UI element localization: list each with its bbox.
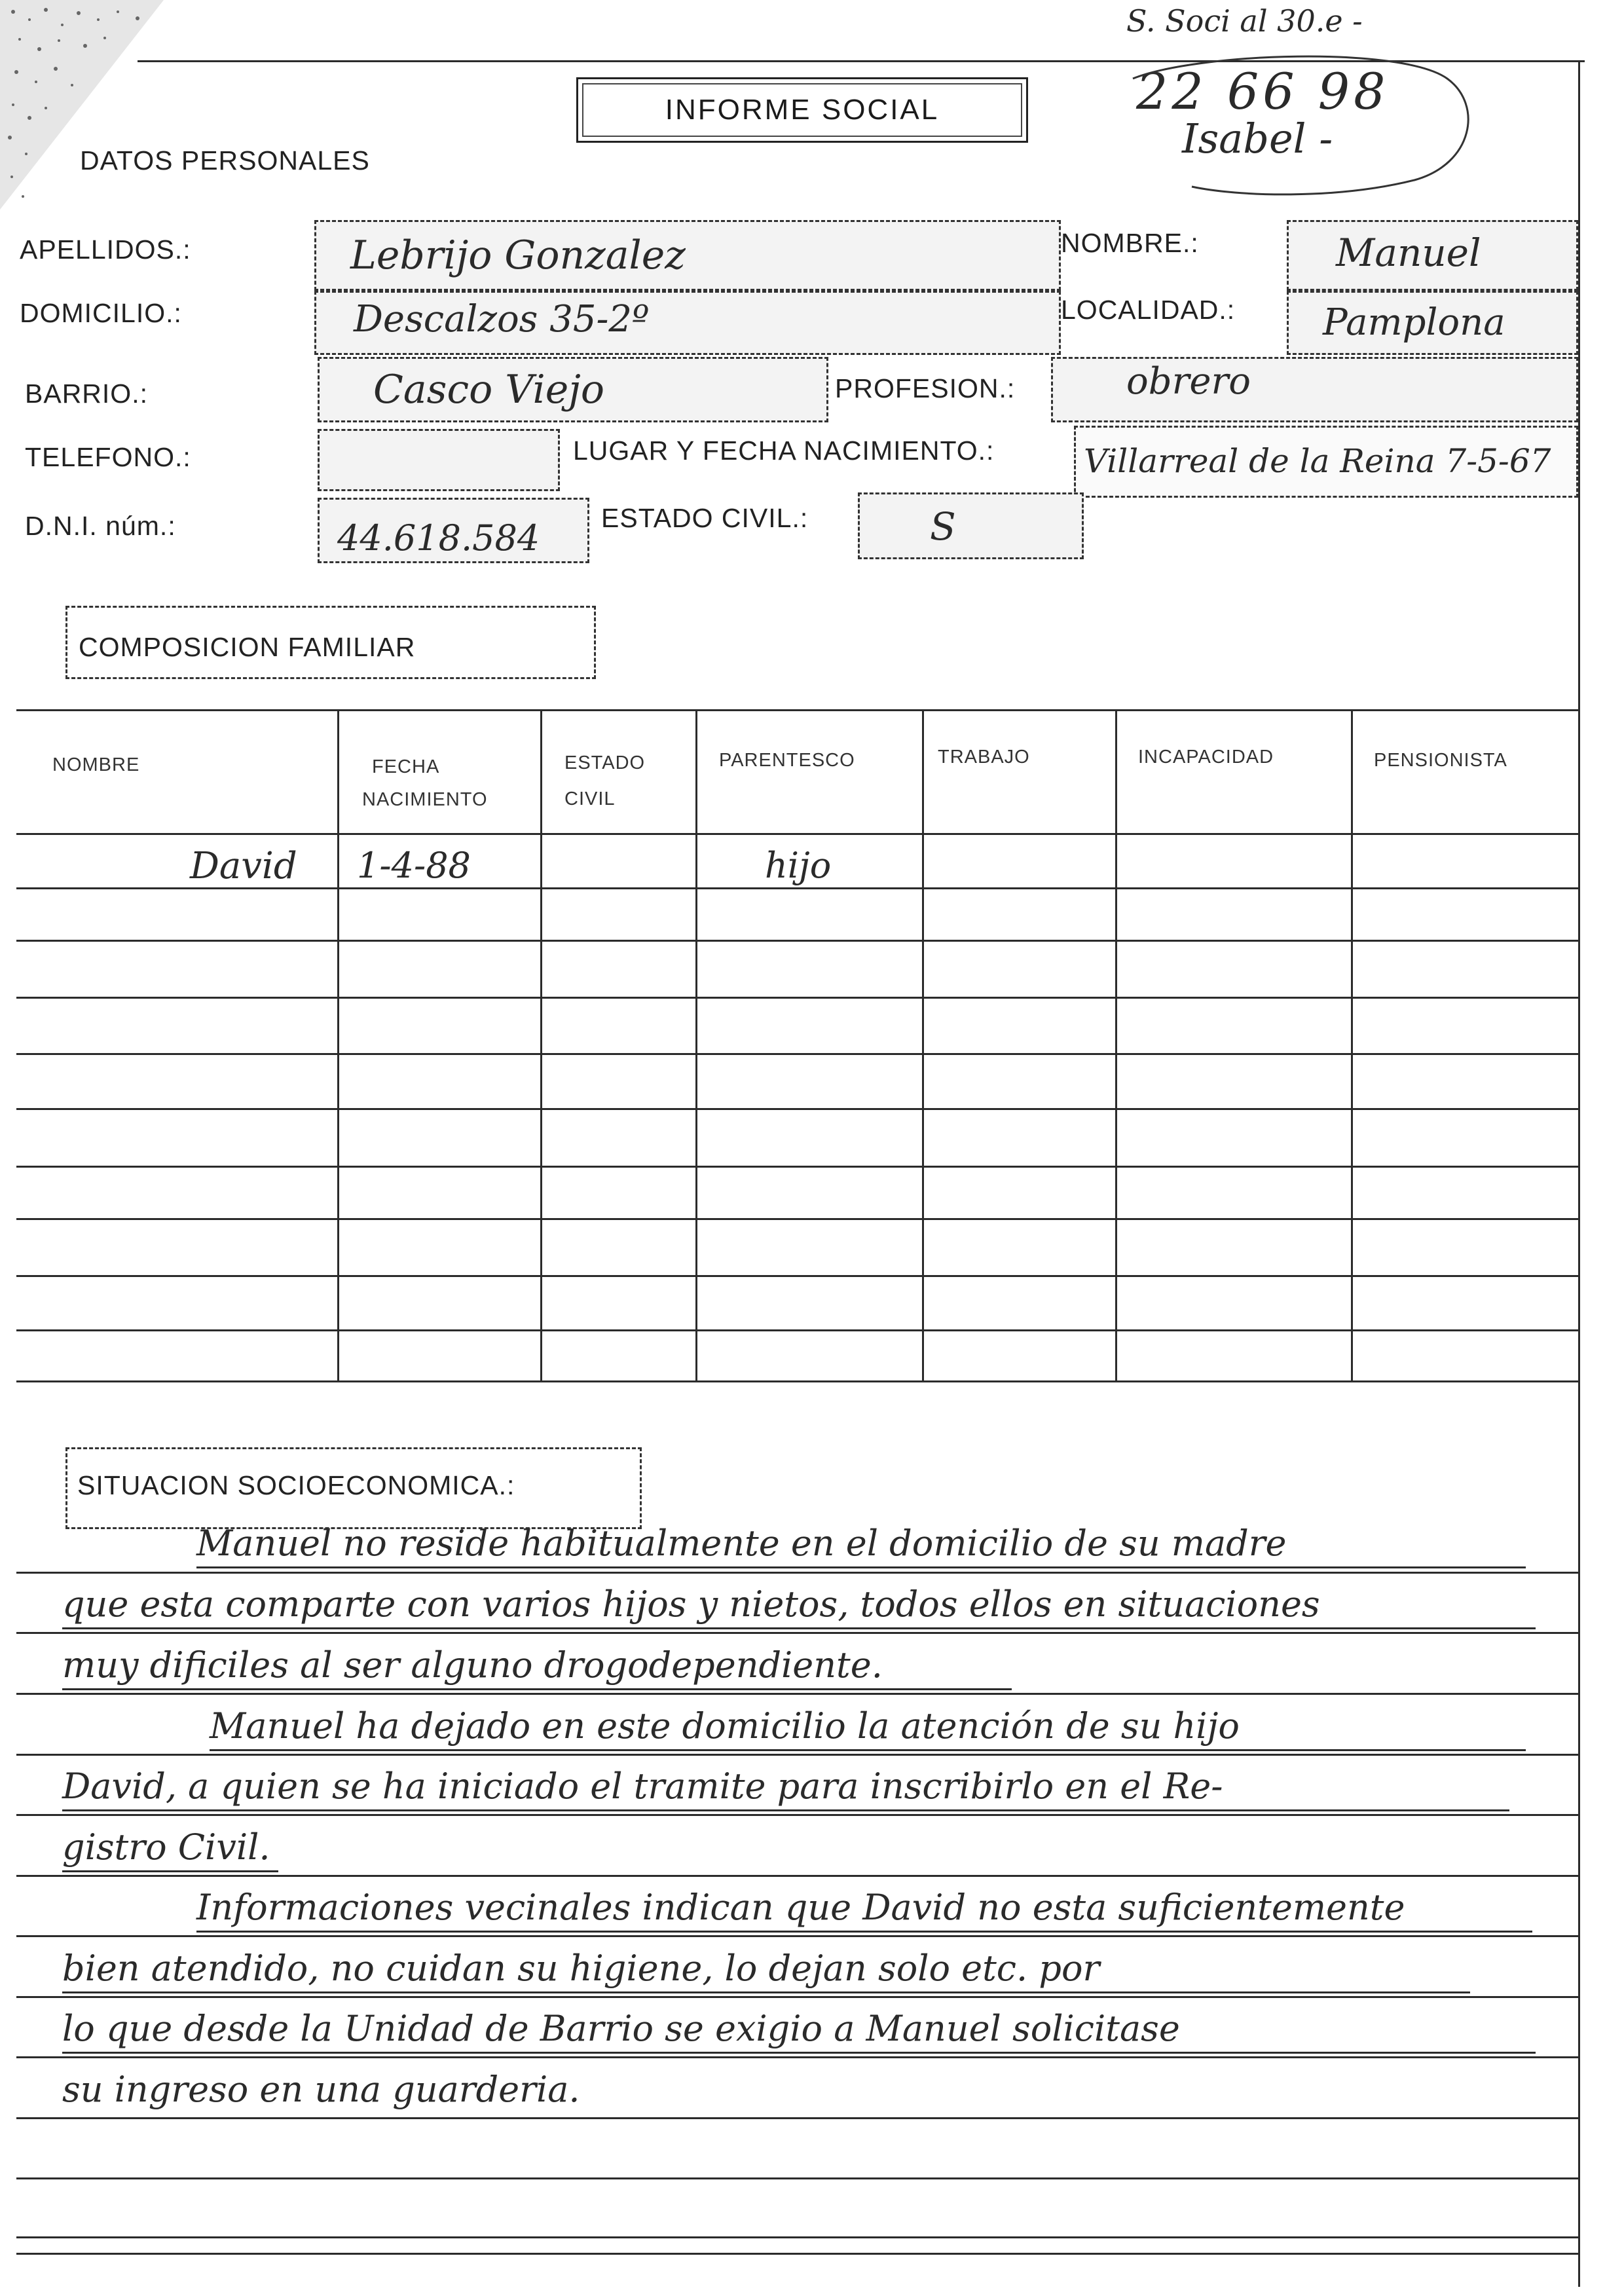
profesion-label: PROFESION.: — [835, 373, 1016, 403]
lugar-label: LUGAR Y FECHA NACIMIENTO.: — [573, 435, 995, 466]
telefono-field — [318, 429, 560, 491]
apellidos-label: APELLIDOS.: — [20, 234, 191, 265]
th-fecha-2: NACIMIENTO — [362, 789, 488, 810]
page-title: INFORME SOCIAL — [665, 94, 940, 126]
table-row-line — [16, 1166, 1580, 1168]
domicilio-value: Descalzos 35-2º — [354, 298, 650, 341]
family-row-nombre: David — [190, 845, 297, 887]
table-header-line — [16, 833, 1580, 835]
ruled-line — [16, 2056, 1580, 2058]
frame-bottom — [16, 2253, 1580, 2255]
socio-line-5: David, a quien se ha iniciado el tramite para inscribirlo en el Re- — [62, 1766, 1223, 1807]
ruled-line — [16, 1935, 1580, 1937]
th-incapacidad: INCAPACIDAD — [1138, 747, 1274, 768]
th-trabajo: TRABAJO — [938, 747, 1030, 768]
table-row-line — [16, 1053, 1580, 1055]
socio-underline — [62, 2052, 1536, 2054]
socio-line-10: su ingreso en una guarderia. — [62, 2069, 580, 2110]
apellidos-value: Lebrijo Gonzalez — [350, 232, 686, 278]
socio-underline — [62, 1688, 1012, 1690]
table-col-6 — [1351, 709, 1353, 1380]
table-col-2 — [540, 709, 542, 1380]
ruled-line — [16, 2236, 1580, 2238]
socio-title: SITUACION SOCIOECONOMICA.: — [77, 1470, 515, 1500]
ruled-line — [16, 1572, 1580, 1574]
socio-line-6: gistro Civil. — [62, 1826, 270, 1868]
nombre-value: Manuel — [1336, 231, 1481, 275]
table-bottom-line — [16, 1380, 1580, 1382]
socio-underline — [62, 1870, 278, 1872]
table-row-line — [16, 1218, 1580, 1220]
frame-right — [1578, 60, 1580, 2287]
nombre-label: NOMBRE.: — [1061, 228, 1199, 258]
th-estado-1: ESTADO — [564, 752, 646, 773]
dni-value: 44.618.584 — [337, 517, 540, 559]
ruled-line — [16, 1996, 1580, 1998]
ruled-line — [16, 2117, 1580, 2119]
family-row-fecha: 1-4-88 — [357, 845, 471, 886]
table-col-1 — [337, 709, 339, 1380]
dni-label: D.N.I. núm.: — [25, 511, 176, 541]
th-pensionista: PENSIONISTA — [1374, 750, 1507, 771]
table-row-line — [16, 997, 1580, 999]
family-row-parentesco: hijo — [765, 845, 832, 886]
annotation-top-scrawl: S. Soci al 30.e - — [1126, 3, 1363, 39]
ruled-line — [16, 2177, 1580, 2179]
socio-line-3: muy dificiles al ser alguno drogodependiente. — [62, 1644, 883, 1686]
telefono-label: TELEFONO.: — [25, 442, 191, 472]
th-parentesco: PARENTESCO — [719, 750, 855, 771]
table-col-3 — [695, 709, 697, 1380]
section-datos-personales: DATOS PERSONALES — [80, 145, 370, 176]
socio-underline — [62, 1809, 1509, 1811]
socio-underline — [210, 1749, 1526, 1751]
socio-line-4: Manuel ha dejado en este domicilio la atención de su hijo — [210, 1705, 1240, 1747]
table-row-line — [16, 1108, 1580, 1110]
annotation-number: 22 66 98 — [1136, 62, 1390, 120]
table-row-line — [16, 1329, 1580, 1331]
socio-line-2: que esta comparte con varios hijos y nietos, todos ellos en situaciones — [62, 1583, 1320, 1625]
socio-underline — [62, 1627, 1536, 1629]
ruled-line — [16, 1693, 1580, 1695]
th-nombre: NOMBRE — [52, 754, 140, 775]
socio-line-1: Manuel no reside habitualmente en el domicilio de su madre — [196, 1523, 1287, 1564]
localidad-label: LOCALIDAD.: — [1061, 295, 1236, 325]
barrio-value: Casco Viejo — [373, 367, 604, 413]
table-row-line — [16, 1275, 1580, 1277]
th-estado-2: CIVIL — [564, 788, 616, 809]
socio-underline — [62, 1991, 1470, 1993]
estado-civil-value: S — [930, 504, 956, 549]
estado-civil-field — [858, 492, 1084, 559]
ruled-line — [16, 1632, 1580, 1634]
table-row-line — [16, 887, 1580, 889]
socio-line-9: lo que desde la Unidad de Barrio se exigio a Manuel solicitase — [62, 2008, 1180, 2049]
annotation-name: Isabel - — [1182, 115, 1333, 162]
lugar-value: Villarreal de la Reina 7-5-67 — [1084, 442, 1551, 480]
localidad-value: Pamplona — [1323, 301, 1505, 344]
scan-speckle — [0, 0, 170, 216]
annotation-circle — [1107, 39, 1486, 210]
socio-line-7: Informaciones vecinales indican que David no esta suficientemente — [196, 1887, 1405, 1928]
ruled-line — [16, 1814, 1580, 1816]
socio-underline — [196, 1931, 1532, 1933]
table-row-line — [16, 940, 1580, 942]
table-col-5 — [1115, 709, 1117, 1380]
table-col-4 — [922, 709, 924, 1380]
socio-line-8: bien atendido, no cuidan su higiene, lo dejan solo etc. por — [62, 1948, 1100, 1989]
socio-underline — [196, 1566, 1526, 1568]
barrio-label: BARRIO.: — [25, 379, 148, 409]
title-box — [576, 77, 1028, 143]
table-top-line — [16, 709, 1580, 711]
estado-civil-label: ESTADO CIVIL.: — [601, 503, 809, 533]
composicion-title: COMPOSICION FAMILIAR — [79, 632, 416, 662]
ruled-line — [16, 1754, 1580, 1756]
th-fecha-1: FECHA — [372, 756, 440, 777]
profesion-value: obrero — [1126, 360, 1251, 403]
domicilio-label: DOMICILIO.: — [20, 298, 182, 328]
ruled-line — [16, 1875, 1580, 1877]
